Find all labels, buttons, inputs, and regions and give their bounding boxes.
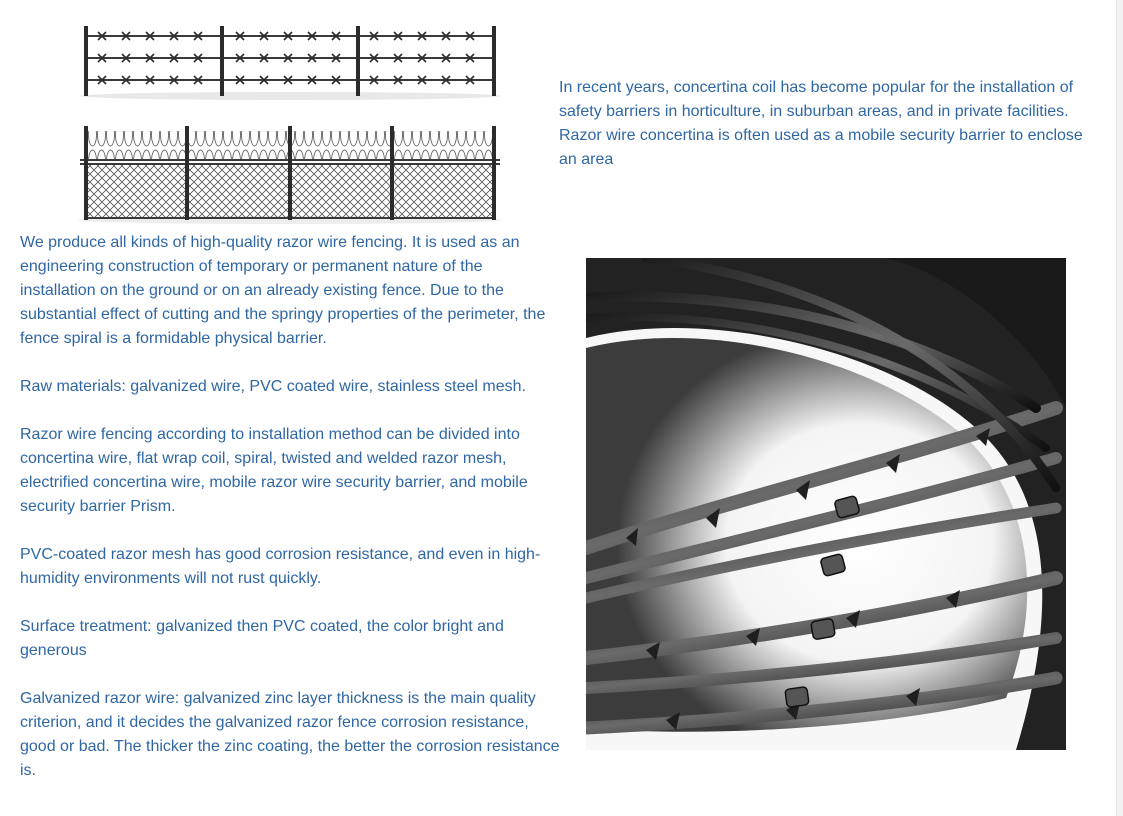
razor-chain-link-fence xyxy=(78,126,502,224)
paragraph-installation-methods: Razor wire fencing according to installation method can be divided into concertina wire, flat wrap coil, spiral, twisted and welded razor mesh, electrified concertina wire, mobile razor wire security barrier, and mobile security barrier Prism. xyxy=(20,426,528,515)
intro-paragraph: In recent years, concertina coil has become popular for the installation of safety barriers in horticulture, in suburban areas, and in private facilities. Razor wire concertina is often used as a mobile security barrier to enclose an area xyxy=(559,79,1083,168)
paragraph-overview: We produce all kinds of high-quality razor wire fencing. It is used as an engineering construction of temporary or permanent nature of the installation on the ground or on an already existing fence. Due to the substantial effect of cutting and the springy properties of the perimeter, the fence spiral is a formidable physical barrier. xyxy=(20,234,546,347)
barbed-wire-fence xyxy=(80,26,500,100)
paragraph-galvanized: Galvanized razor wire: galvanized zinc layer thickness is the main quality criterion, and it decides the galvanized razor fence corrosion resistance, good or bad. The thicker the zinc coating, the better the corrosion resistance is. xyxy=(20,690,560,779)
scrollbar-gutter[interactable] xyxy=(1116,0,1123,816)
description-column xyxy=(20,231,560,807)
paragraph-surface-treatment: Surface treatment: galvanized then PVC coated, the color bright and generous xyxy=(20,618,504,659)
paragraph-raw-materials: Raw materials: galvanized wire, PVC coated wire, stainless steel mesh. xyxy=(20,378,526,395)
razor-coil-photo xyxy=(586,258,1066,750)
fence-illustration xyxy=(70,18,510,228)
paragraph-pvc-coated: PVC-coated razor mesh has good corrosion resistance, and even in high-humidity environments will not rust quickly. xyxy=(20,546,541,587)
